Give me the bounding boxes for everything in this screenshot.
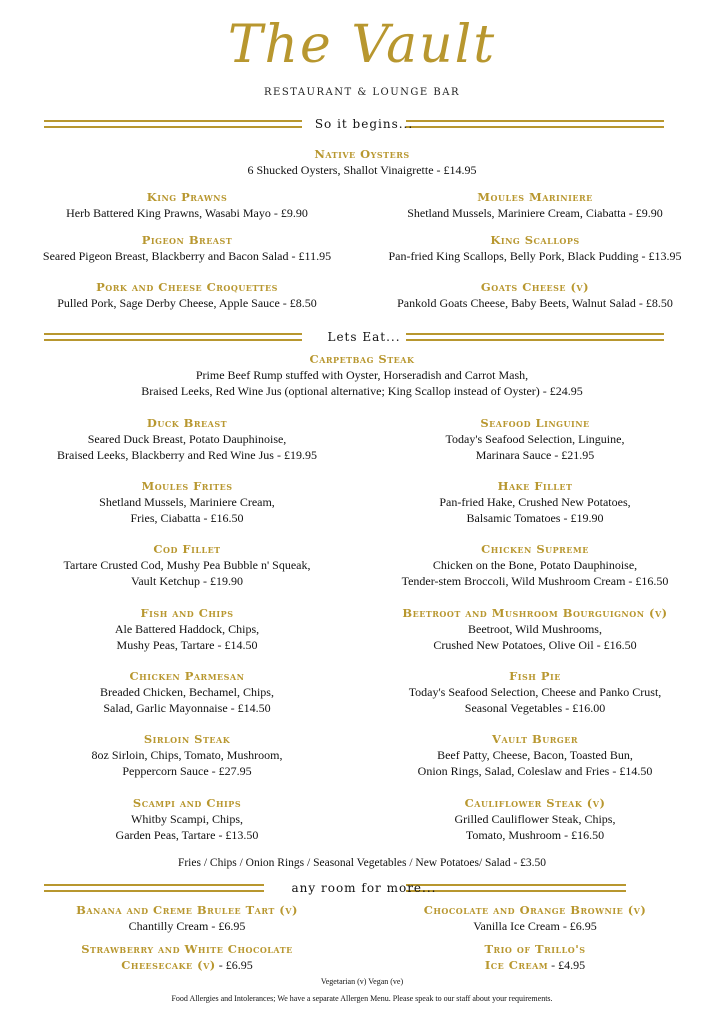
dish-name: Pork and Cheese Croquettes (96, 280, 278, 294)
menu-item-fish-pie (362, 668, 708, 716)
dish-name: King Prawns (146, 190, 228, 204)
dish-desc: Tartare Crusted Cod, Mushy Pea Bubble n' Squeak, (63, 558, 311, 572)
dish-name: Banana and Creme Brulee Tart (v) (76, 903, 298, 917)
section-divider-desserts (44, 883, 684, 895)
menu-item-sirloin-steak (14, 731, 360, 779)
dish-name: Goats Cheese (v) (480, 280, 590, 294)
menu-item-carpetbag-steak (0, 351, 724, 399)
dish-name: Fish Pie (509, 669, 561, 683)
dish-name: Beetroot and Mushroom Bourguignon (v) (402, 606, 668, 620)
dish-name: Trio of Trillo's (484, 942, 586, 956)
dish-name: Cauliflower Steak (v) (464, 796, 606, 810)
section-title-mains: Lets Eat... (327, 330, 401, 344)
dish-desc: Braised Leeks, Blackberry and Red Wine Jus - £19.95 (57, 448, 317, 462)
dish-desc: Ale Battered Haddock, Chips, (114, 622, 260, 636)
diet-key: Vegetarian (v) Vegan (ve) (320, 977, 404, 986)
dish-desc: Whitby Scampi, Chips, (131, 812, 243, 826)
menu-item-cheesecake (14, 941, 360, 973)
dish-name: Hake Fillet (497, 479, 573, 493)
dish-desc: Chicken on the Bone, Potato Dauphinoise, (432, 558, 638, 572)
menu-item-hake-fillet (362, 478, 708, 526)
sides-line: Fries / Chips / Onion Rings / Seasonal Vegetables / New Potatoes/ Salad - £3.50 (177, 857, 547, 869)
dish-name: Native Oysters (314, 147, 410, 161)
dish-desc: Chantilly Cream - £6.95 (128, 919, 246, 933)
dish-desc: Pankold Goats Cheese, Baby Beets, Walnut Salad - £8.50 (397, 296, 673, 310)
dish-price: - £6.95 (215, 958, 253, 972)
dish-desc: Pan-fried King Scallops, Belly Pork, Black Pudding - £13.95 (388, 249, 682, 263)
dish-desc: Salad, Garlic Mayonnaise - £14.50 (103, 701, 271, 715)
dish-desc: Onion Rings, Salad, Coleslaw and Fries - £14.50 (417, 764, 653, 778)
dish-desc: Shetland Mussels, Mariniere Cream, Ciabatta - £9.90 (407, 206, 663, 220)
dish-price: - £4.95 (548, 958, 586, 972)
dish-desc: 8oz Sirloin, Chips, Tomato, Mushroom, (91, 748, 283, 762)
dish-desc: Mushy Peas, Tartare - £14.50 (116, 638, 258, 652)
dish-name: Chicken Parmesan (129, 669, 245, 683)
dish-desc: Vanilla Ice Cream - £6.95 (473, 919, 597, 933)
dish-name-line2: Cheesecake (v) (121, 958, 216, 972)
dish-desc: Braised Leeks, Red Wine Jus (optional alternative; King Scallop instead of Oyster) - £24.95 (141, 384, 583, 398)
dish-desc: Today's Seafood Selection, Cheese and Panko Crust, (408, 685, 662, 699)
dish-name: Carpetbag Steak (309, 352, 415, 366)
section-divider-mains (44, 332, 684, 344)
dish-name: King Scallops (490, 233, 580, 247)
allergy-notice: Food Allergies and Intolerances; We have a separate Allergen Menu. Please speak to our staff about your requirements. (171, 994, 553, 1003)
dish-name: Sirloin Steak (143, 732, 231, 746)
menu-item-chocolate-brownie (362, 902, 708, 934)
dish-desc-line (362, 957, 708, 973)
menu-item-cauliflower-steak (362, 795, 708, 843)
menu-item-vault-burger (362, 731, 708, 779)
dish-desc: Tender-stem Broccoli, Wild Mushroom Cream - £16.50 (401, 574, 669, 588)
dish-desc: 6 Shucked Oysters, Shallot Vinaigrette - £14.95 (247, 163, 477, 177)
dish-name: Fish and Chips (140, 606, 234, 620)
restaurant-subtitle: RESTAURANT & LOUNGE BAR (264, 87, 460, 98)
dish-name: Duck Breast (146, 416, 228, 430)
menu-item-banana-tart (14, 902, 360, 934)
dish-desc: Beetroot, Wild Mushrooms, (468, 622, 602, 636)
dish-desc: Shetland Mussels, Mariniere Cream, (99, 495, 275, 509)
menu-item-native-oysters (0, 146, 724, 178)
dish-desc-line (14, 957, 360, 973)
dish-desc: Pulled Pork, Sage Derby Cheese, Apple Sauce - £8.50 (57, 296, 317, 310)
dish-name: Seafood Linguine (480, 416, 590, 430)
menu-item-moules-frites (14, 478, 360, 526)
dish-desc: Peppercorn Sauce - £27.95 (122, 764, 252, 778)
dish-name: Moules Frites (141, 479, 233, 493)
dish-name: Cod Fillet (153, 542, 221, 556)
dish-desc: Seasonal Vegetables - £16.00 (464, 701, 606, 715)
menu-item-fish-and-chips (14, 605, 360, 653)
dish-name: Vault Burger (492, 732, 578, 746)
dish-name: Chicken Supreme (481, 542, 589, 556)
menu-item-pork-croquettes (14, 279, 360, 311)
section-title-starters: So it begins... (314, 117, 414, 131)
menu-item-king-scallops (362, 232, 708, 264)
dish-name: Strawberry and White Chocolate (81, 942, 293, 956)
menu-item-ice-cream (362, 941, 708, 973)
dish-name: Scampi and Chips (132, 796, 242, 810)
dish-name-line2: Ice Cream (484, 958, 549, 972)
section-divider-starters (44, 119, 684, 131)
menu-item-pigeon-breast (14, 232, 360, 264)
menu-item-chicken-supreme (362, 541, 708, 589)
dish-desc: Today's Seafood Selection, Linguine, (445, 432, 625, 446)
section-title-desserts: any room for more... (291, 881, 437, 895)
restaurant-logo: The Vault (227, 15, 497, 75)
dish-desc: Breaded Chicken, Bechamel, Chips, (100, 685, 274, 699)
dish-desc: Beef Patty, Cheese, Bacon, Toasted Bun, (437, 748, 633, 762)
dish-name: Chocolate and Orange Brownie (v) (423, 903, 647, 917)
dish-desc: Seared Duck Breast, Potato Dauphinoise, (87, 432, 287, 446)
menu-item-scampi-and-chips (14, 795, 360, 843)
dish-desc: Tomato, Mushroom - £16.50 (465, 828, 605, 842)
menu-item-bourguignon (362, 605, 708, 653)
menu-item-king-prawns (14, 189, 360, 221)
menu-item-goats-cheese (362, 279, 708, 311)
dish-name: Moules Mariniere (477, 190, 593, 204)
menu-item-chicken-parmesan (14, 668, 360, 716)
menu-item-moules-mariniere (362, 189, 708, 221)
dish-desc: Seared Pigeon Breast, Blackberry and Bacon Salad - £11.95 (42, 249, 332, 263)
dish-desc: Pan-fried Hake, Crushed New Potatoes, (439, 495, 631, 509)
dish-desc: Fries, Ciabatta - £16.50 (130, 511, 244, 525)
dish-desc: Prime Beef Rump stuffed with Oyster, Horseradish and Carrot Mash, (195, 368, 529, 382)
menu-item-seafood-linguine (362, 415, 708, 463)
menu-item-cod-fillet (14, 541, 360, 589)
dish-desc: Vault Ketchup - £19.90 (131, 574, 243, 588)
dish-name: Pigeon Breast (141, 233, 233, 247)
dish-desc: Marinara Sauce - £21.95 (475, 448, 595, 462)
dish-desc: Herb Battered King Prawns, Wasabi Mayo - £9.90 (66, 206, 308, 220)
dish-desc: Grilled Cauliflower Steak, Chips, (454, 812, 616, 826)
dish-desc: Crushed New Potatoes, Olive Oil - £16.50 (433, 638, 637, 652)
dish-desc: Balsamic Tomatoes - £19.90 (466, 511, 604, 525)
dish-desc: Garden Peas, Tartare - £13.50 (115, 828, 259, 842)
menu-item-duck-breast (14, 415, 360, 463)
